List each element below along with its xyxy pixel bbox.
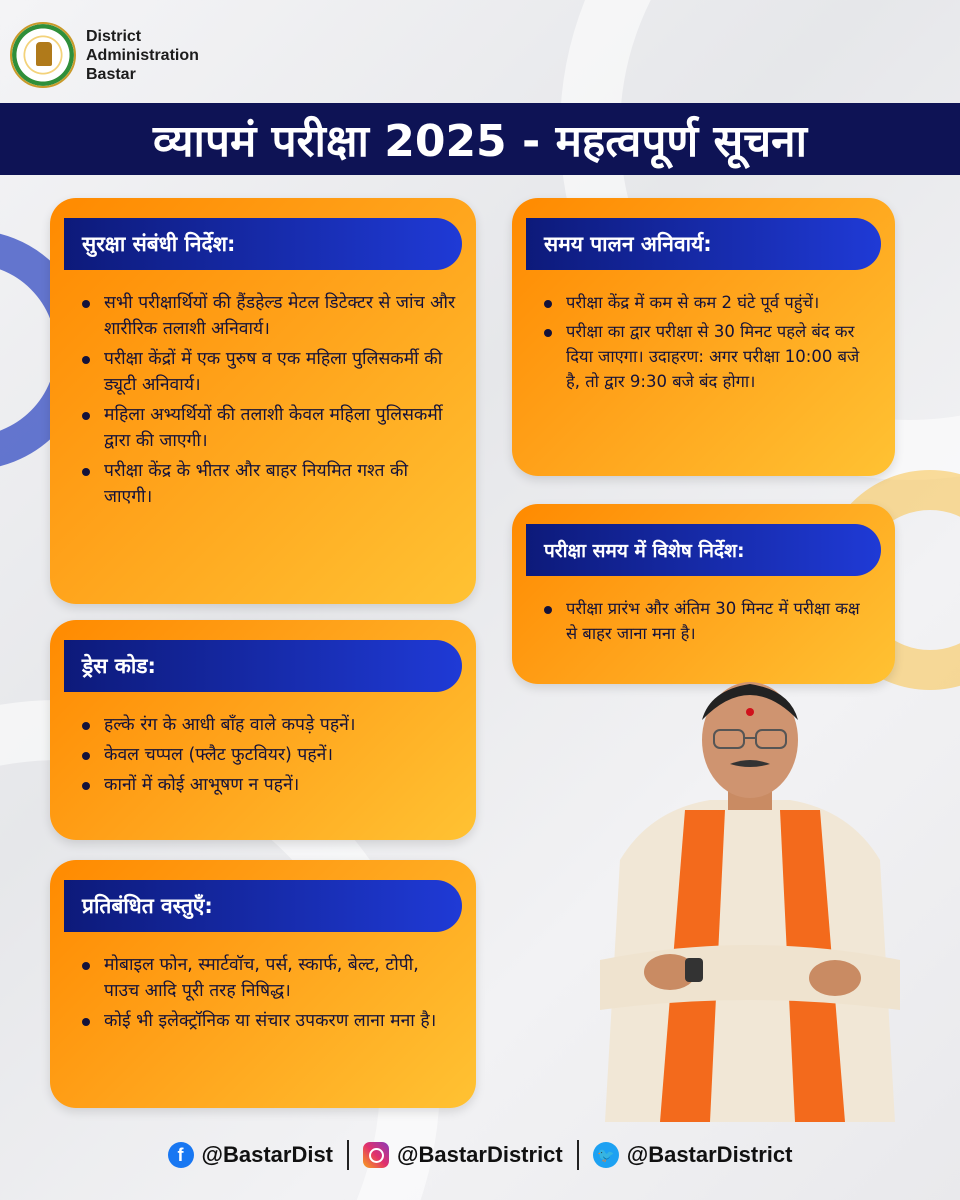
twitter-icon: 🐦 <box>593 1142 619 1168</box>
security-card-header <box>64 218 462 270</box>
dress-card-header <box>64 640 462 692</box>
security-list <box>78 290 456 514</box>
special-card-heading: परीक्षा समय में विशेष निर्देश: <box>544 540 745 562</box>
prohibited-card-heading: प्रतिबंधित वस्तुएँ: <box>82 894 213 918</box>
special-instructions-card <box>512 504 895 684</box>
list-item: परीक्षा का द्वार परीक्षा से 30 मिनट पहले बंद कर दिया जाएगा। उदाहरण: अगर परीक्षा 10:00 बजे है, तो द्वार 9:30 बजे बंद होगा। <box>540 319 875 394</box>
org-name <box>86 27 199 84</box>
list-item: कोई भी इलेक्ट्रॉनिक या संचार उपकरण लाना मना है। <box>78 1008 456 1034</box>
punctuality-card-header <box>526 218 881 270</box>
district-logo <box>10 22 199 88</box>
list-item: परीक्षा प्रारंभ और अंतिम 30 मिनट में परीक्षा कक्ष से बाहर जाना मना है। <box>540 596 875 646</box>
list-item: परीक्षा केंद्र के भीतर और बाहर नियमित गश्त की जाएगी। <box>78 458 456 510</box>
security-card-heading: सुरक्षा संबंधी निर्देश: <box>82 232 236 256</box>
special-card-header <box>526 524 881 576</box>
instagram-handle[interactable] <box>363 1142 563 1168</box>
list-item: परीक्षा केंद्रों में एक पुरुष व एक महिला पुलिसकर्मी की ड्यूटी अनिवार्य। <box>78 346 456 398</box>
instagram-handle-text: @BastarDistrict <box>397 1142 563 1167</box>
punctuality-card-heading: समय पालन अनिवार्य: <box>544 232 712 256</box>
list-item: सभी परीक्षार्थियों की हैंडहेल्ड मेटल डिटेक्टर से जांच और शारीरिक तलाशी अनिवार्य। <box>78 290 456 342</box>
footer-divider <box>347 1140 349 1170</box>
footer-divider <box>577 1140 579 1170</box>
punctuality-card <box>512 198 895 476</box>
person-illustration <box>590 660 910 1122</box>
facebook-handle[interactable] <box>168 1142 334 1168</box>
instagram-icon <box>363 1142 389 1168</box>
facebook-icon: f <box>168 1142 194 1168</box>
list-item: महिला अभ्यर्थियों की तलाशी केवल महिला पुलिसकर्मी द्वारा की जाएगी। <box>78 402 456 454</box>
twitter-handle-text: @BastarDistrict <box>626 1142 793 1167</box>
punctuality-list <box>540 290 875 398</box>
special-list <box>540 596 875 650</box>
org-line-3: Bastar <box>86 65 136 83</box>
list-item: मोबाइल फोन, स्मार्टवॉच, पर्स, स्कार्फ, बेल्ट, टोपी, पाउच आदि पूरी तरह निषिद्ध। <box>78 952 456 1004</box>
district-seal-icon <box>10 22 76 88</box>
security-card <box>50 198 476 604</box>
org-line-1: District <box>86 27 142 45</box>
title-banner <box>0 103 960 175</box>
facebook-handle-text: @BastarDist <box>201 1142 334 1167</box>
org-line-2: Administration <box>86 46 199 64</box>
prohibited-card-header <box>64 880 462 932</box>
dress-card-heading: ड्रेस कोड: <box>82 654 156 678</box>
person-photo <box>590 660 910 1122</box>
dress-list <box>78 712 456 802</box>
prohibited-items-card <box>50 860 476 1108</box>
prohibited-list <box>78 952 456 1038</box>
page-title: व्यापमं परीक्षा 2025 - महत्वपूर्ण सूचना <box>152 116 807 167</box>
social-footer <box>0 1132 960 1178</box>
dress-code-card <box>50 620 476 840</box>
list-item: कानों में कोई आभूषण न पहनें। <box>78 772 456 798</box>
twitter-handle[interactable] <box>593 1142 793 1168</box>
list-item: हल्के रंग के आधी बाँह वाले कपड़े पहनें। <box>78 712 456 738</box>
list-item: केवल चप्पल (फ्लैट फुटवियर) पहनें। <box>78 742 456 768</box>
list-item: परीक्षा केंद्र में कम से कम 2 घंटे पूर्व पहुंचें। <box>540 290 875 315</box>
